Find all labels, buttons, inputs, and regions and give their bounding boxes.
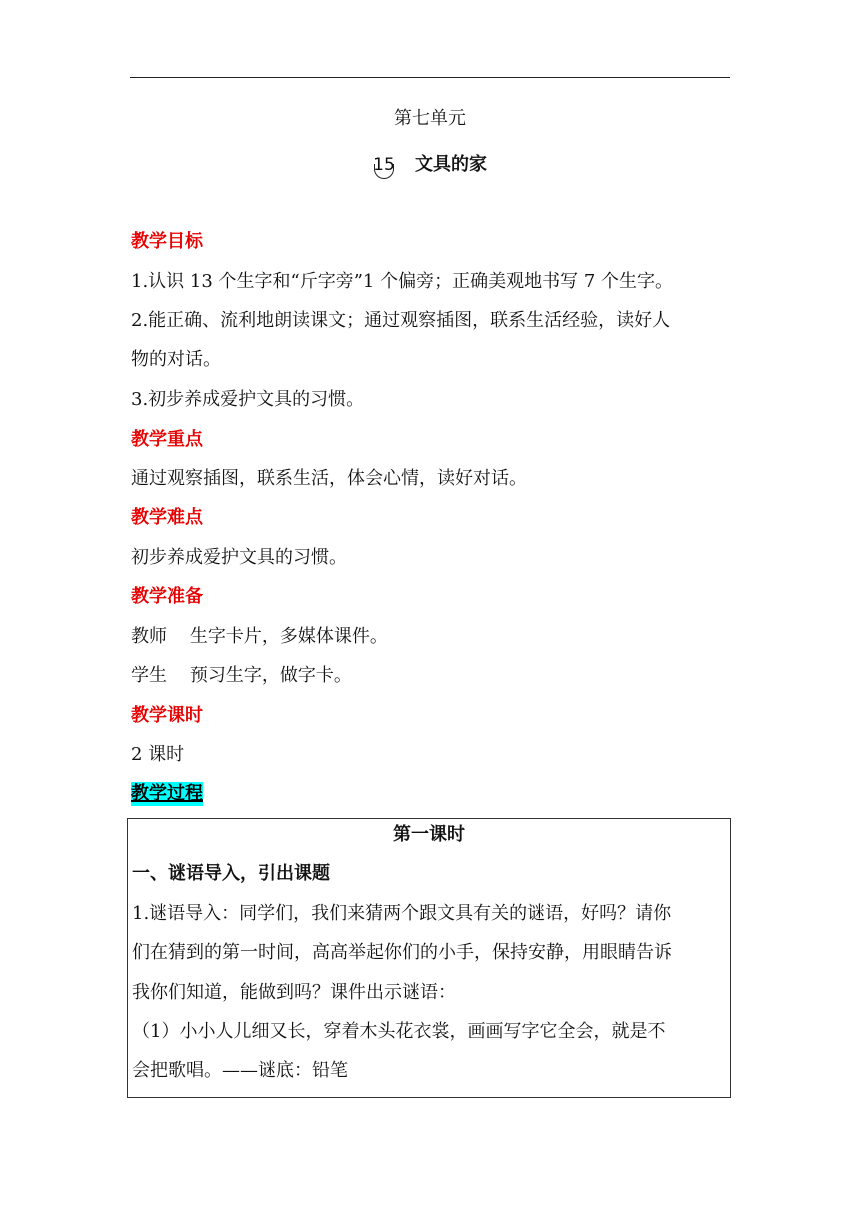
goal-3: 3.初步养成爱护文具的习惯。 [131, 389, 365, 410]
hours-text: 2 课时 [131, 744, 185, 765]
goal-2-line-2: 物的对话。 [131, 349, 221, 370]
goal-2-line-1: 2.能正确、流利地朗读课文；通过观察插图，联系生活经验，读好人 [131, 310, 671, 331]
table-line-3: 我你们知道，能做到吗？课件出示谜语： [132, 982, 456, 1003]
key-text: 通过观察插图，联系生活，体会心情，读好对话。 [131, 468, 527, 489]
goal-1: 1.认识 13 个生字和“斤字旁”1 个偏旁；正确美观地书写 7 个生字。 [131, 271, 673, 292]
goals-heading: 教学目标 [131, 231, 203, 252]
prep-student: 学生 预习生字，做字卡。 [131, 665, 352, 686]
difficult-text: 初步养成爱护文具的习惯。 [131, 547, 347, 568]
lesson-table [127, 818, 731, 1098]
table-line-1: 1.谜语导入：同学们，我们来猜两个跟文具有关的谜语，好吗？请你 [132, 903, 672, 924]
hours-heading: 教学课时 [131, 705, 203, 726]
lesson-name: 文具的家 [415, 154, 487, 175]
step-heading: 一、谜语导入，引出课题 [132, 863, 330, 884]
difficult-heading: 教学难点 [131, 507, 203, 528]
lesson-number: 15 [373, 155, 395, 175]
lesson-title [0, 150, 860, 176]
prep-heading: 教学准备 [131, 586, 203, 607]
table-title: 第一课时 [393, 824, 465, 845]
table-line-5: 会把歌唱。——谜底：铅笔 [132, 1060, 348, 1081]
table-line-2: 们在猜到的第一时间，高高举起你们的小手，保持安静，用眼睛告诉 [132, 942, 672, 963]
unit-title: 第七单元 [394, 108, 466, 129]
process-heading: 教学过程 [131, 783, 203, 804]
header-rule [130, 77, 730, 78]
prep-teacher: 教师 生字卡片，多媒体课件。 [131, 626, 388, 647]
table-line-4: （1）小小人儿细又长，穿着木头花衣裳，画画写字它全会，就是不 [132, 1021, 666, 1042]
circle-mark-icon [374, 164, 394, 179]
key-heading: 教学重点 [131, 429, 203, 450]
